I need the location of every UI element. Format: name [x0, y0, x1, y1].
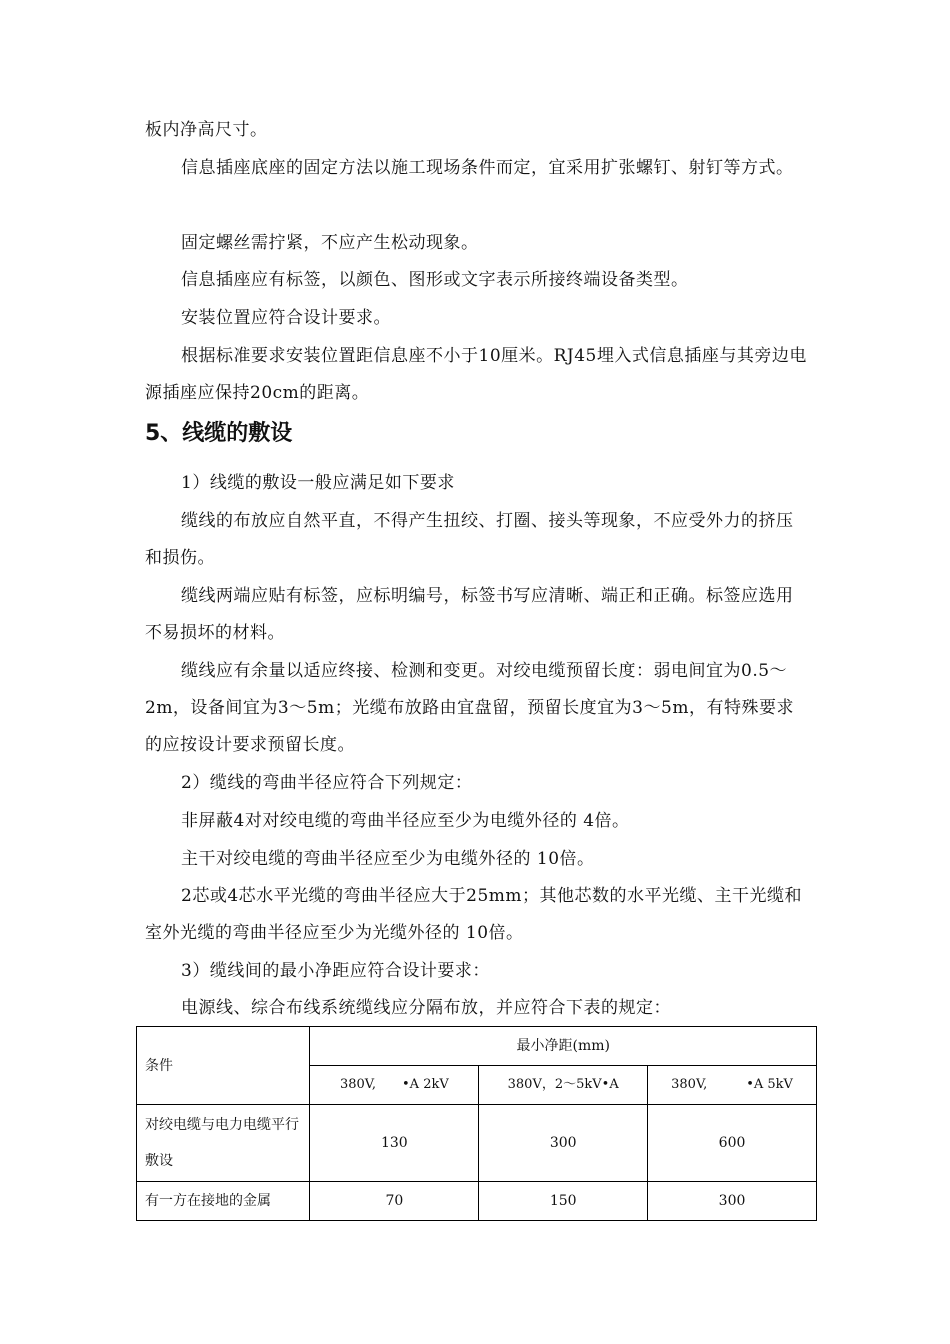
table-cell-value: 130 [310, 1105, 479, 1182]
paragraph-bend-intro: 2）缆线的弯曲半径应符合下列规定： [181, 773, 473, 793]
table-cell-condition: 有一方在接地的金属 [137, 1182, 310, 1221]
table-cell-value: 300 [648, 1182, 817, 1221]
paragraph-screws: 固定螺丝需拧紧，不应产生松动现象。 [181, 233, 479, 253]
table-cell-value: 150 [479, 1182, 648, 1221]
table-header-condition: 条件 [137, 1027, 310, 1105]
paragraph-separation: 电源线、综合布线系统缆线应分隔布放，并应符合下表的规定： [181, 998, 671, 1018]
table-row [137, 1182, 817, 1221]
paragraph-bend-backbone: 主干对绞电缆的弯曲半径应至少为电缆外径的 10倍。 [181, 849, 595, 869]
paragraph-fixing-method: 信息插座底座的固定方法以施工现场条件而定，宜采用扩张螺钉、射钉等方式。 [181, 158, 794, 178]
table-header-row [137, 1027, 817, 1066]
table-header-col3: 380V, •A 5kV [648, 1066, 817, 1105]
paragraph-continuation: 板内净高尺寸。 [145, 120, 268, 140]
section-heading: 5、线缆的敷设 [145, 421, 293, 446]
table-cell-condition: 对绞电缆与电力电缆平行敷设 [137, 1105, 310, 1182]
paragraph-cable-laying: 缆线的布放应自然平直，不得产生扭绞、打圈、接头等现象，不应受外力的挤压和损伤。 [145, 511, 794, 568]
table-header-col1: 380V, •A 2kV [310, 1066, 479, 1105]
paragraph-bend-utp: 非屏蔽4对对绞电缆的弯曲半径应至少为电缆外径的 4倍。 [181, 811, 630, 831]
paragraph-position: 安装位置应符合设计要求。 [181, 308, 391, 328]
paragraph-requirements-intro: 1）线缆的敷设一般应满足如下要求 [181, 473, 455, 493]
table-cell-value: 70 [310, 1182, 479, 1221]
table-header-col2: 380V，2～5kV•A [479, 1066, 648, 1105]
paragraph-cable-slack: 缆线应有余量以适应终接、检测和变更。对绞电缆预留长度：弱电间宜为0.5～2m，设备间宜为3～5m；光缆布放路由宜盘留，预留长度宜为3～5m，有特殊要求的应按设计要求预留长度。 [145, 661, 794, 755]
table-cell-value: 300 [479, 1105, 648, 1182]
table-header-group: 最小净距(mm) [310, 1027, 817, 1066]
table-cell-value: 600 [648, 1105, 817, 1182]
spacing-table [136, 1026, 817, 1221]
paragraph-cable-labels: 缆线两端应贴有标签，应标明编号，标签书写应清晰、端正和正确。标签应选用不易损坏的材料。 [145, 586, 794, 643]
paragraph-spacing-intro: 3）缆线间的最小净距应符合设计要求： [181, 961, 490, 981]
paragraph-bend-fiber: 2芯或4芯水平光缆的弯曲半径应大于25mm；其他芯数的水平光缆、主干光缆和室外光缆的弯曲半径应至少为光缆外径的 10倍。 [145, 886, 803, 943]
paragraph-labels: 信息插座应有标签，以颜色、图形或文字表示所接终端设备类型。 [181, 270, 689, 290]
table-row [137, 1105, 817, 1182]
paragraph-distance: 根据标准要求安装位置距信息座不小于10厘米。RJ45埋入式信息插座与其旁边电源插座应保持20cm的距离。 [145, 346, 807, 403]
